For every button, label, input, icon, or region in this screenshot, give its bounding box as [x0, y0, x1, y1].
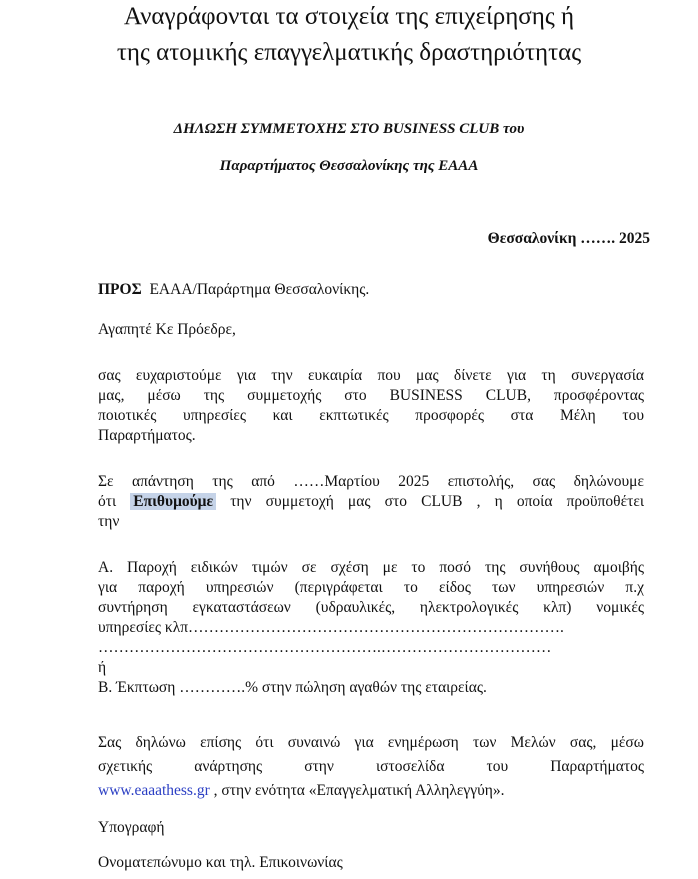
recipient-label: ΠΡΟΣ [98, 281, 142, 298]
paragraph-line: σας ευχαριστούμε για την ευκαιρία που μας δίνετε για τη συνεργασία [98, 367, 644, 384]
name-contact-label: Ονοματεπώνυμο και τηλ. Επικοινωνίας [98, 854, 343, 871]
paragraph-line: υπηρεσίες κλπ………………………………………………………………. [98, 619, 564, 636]
text-segment: , στην ενότητα «Επαγγελματική Αλληλεγγύη». [209, 782, 505, 799]
paragraph-line: Σας δηλώνω επίσης ότι συναινώ για ενημέρωση των Μελών σας, μέσω [98, 734, 644, 751]
date-line: Θεσσαλονίκη ……. 2025 [487, 230, 650, 247]
signature-label: Υπογραφή [98, 819, 165, 836]
text-segment: την συμμετοχή μας στο CLUB , η οποία προϋποθέτει [216, 493, 644, 510]
paragraph-line: Α. Παροχή ειδικών τιμών σε σχέση με το ποσό της συνήθους αμοιβής [98, 559, 644, 576]
paragraph-response [98, 472, 644, 532]
paragraph-line [98, 781, 644, 801]
paragraph-line: μας, μέσω της συμμετοχής στο BUSINESS CLUB, προσφέροντας [98, 387, 644, 404]
paragraph-line: σχετικής ανάρτησης στην ιστοσελίδα του Παραρτήματος [98, 758, 644, 775]
paragraph-line: για παροχή υπηρεσιών (περιγράφεται το είδος των υπηρεσιών π.χ [98, 579, 644, 596]
recipient-line [98, 280, 644, 300]
paragraph-line: Β. Έκπτωση ………….% στην πώληση αγαθών της εταιρείας. [98, 679, 487, 696]
header-line-2: της ατομικής επαγγελματικής δραστηριότητας [116, 39, 582, 66]
paragraph-line: ……………………………………………….…………………………… [98, 639, 552, 656]
paragraph-line: ποιοτικές υπηρεσίες και εκπτωτικές προσφορές στα Μέλη του [98, 407, 644, 424]
paragraph-consent [98, 733, 644, 801]
paragraph-line: την [98, 513, 120, 530]
paragraph-options [98, 558, 644, 698]
header-line-1: Αναγράφονται τα στοιχεία της επιχείρησης ή [123, 3, 575, 30]
paragraph-thanks [98, 366, 644, 446]
paragraph-line: Σε απάντηση της από ……Μαρτίου 2025 επιστολής, σας δηλώνουμε [98, 473, 644, 490]
paragraph-line: Παραρτήματος. [98, 427, 196, 444]
text-segment: ότι [98, 493, 131, 510]
paragraph-line: ή [98, 659, 107, 676]
website-link[interactable]: www.eaaathess.gr [98, 782, 210, 799]
highlighted-word: Επιθυμούμε [130, 493, 216, 510]
salutation: Αγαπητέ Κε Πρόεδρε, [98, 321, 236, 338]
title-line-1: ΔΗΛΩΣΗ ΣΥΜΜΕΤΟΧΗΣ ΣΤΟ BUSINESS CLUB του [173, 121, 525, 137]
paragraph-line [98, 492, 644, 512]
recipient-value: ΕΑΑΑ/Παράρτημα Θεσσαλονίκης. [149, 281, 370, 298]
paragraph-line: συντήρηση εγκαταστάσεων (υδραυλικές, ηλεκτρολογικές κλπ) νομικές [98, 599, 644, 616]
title-line-2: Παραρτήματος Θεσσαλονίκης της ΕΑΑΑ [219, 158, 479, 174]
